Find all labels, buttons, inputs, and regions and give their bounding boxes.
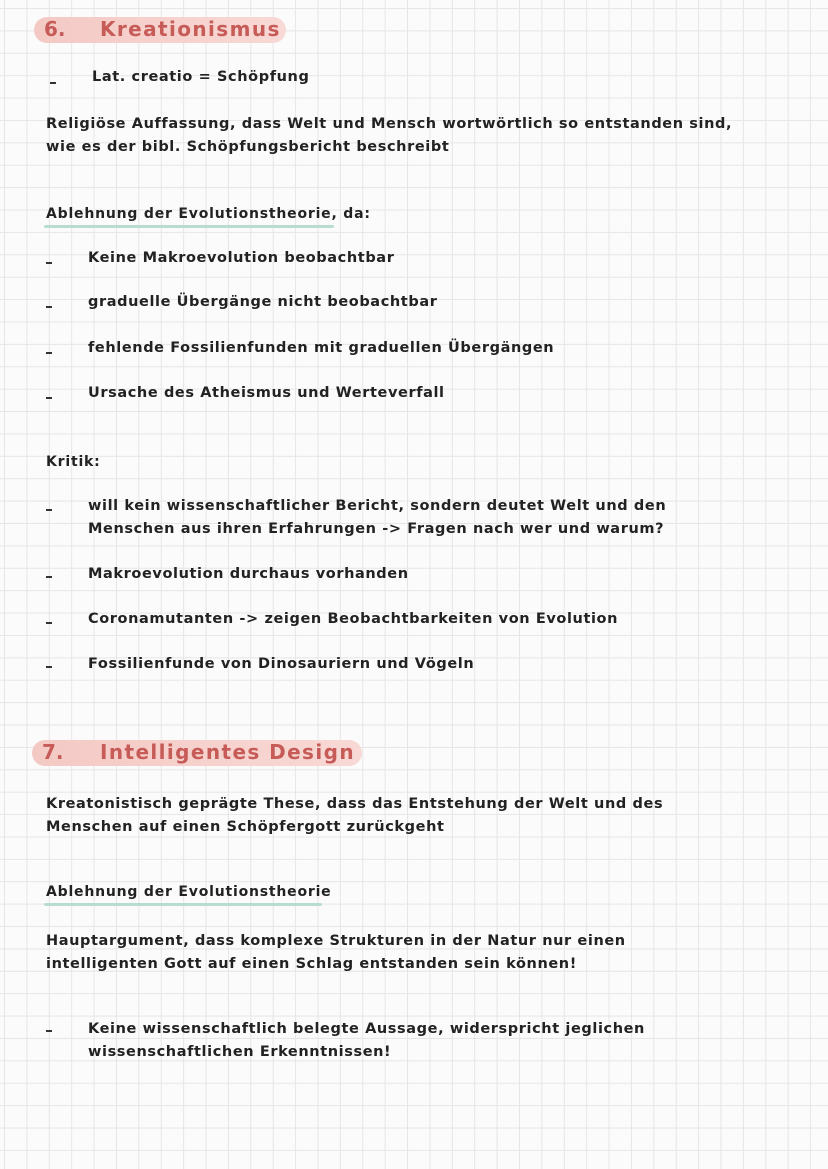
bullet-dash — [46, 306, 52, 308]
rejection-heading: Ablehnung der Evolutionstheorie, da: — [46, 206, 371, 222]
definition-line-1: Religiöse Auffassung, dass Welt und Mensch wortwörtlich so entstanden sind, — [46, 116, 733, 132]
critique-line: Menschen aus ihren Erfahrungen -> Fragen nach wer und warum? — [88, 521, 665, 537]
section-6-number: 6. — [44, 17, 66, 41]
definition-line-2: wie es der bibl. Schöpfungsbericht beschreibt — [46, 139, 450, 155]
argument-line-2: intelligenten Gott auf einen Schlag entstanden sein können! — [46, 956, 577, 972]
critique-line: Keine wissenschaftlich belegte Aussage, widerspricht jeglichen — [88, 1021, 645, 1037]
bullet-dash — [46, 509, 52, 511]
critique-item: Coronamutanten -> zeigen Beobachtbarkeiten von Evolution — [88, 611, 619, 627]
bullet-dash — [46, 622, 52, 624]
definition-line-2: Menschen auf einen Schöpfergott zurückgeht — [46, 819, 445, 835]
reason-item: fehlende Fossilienfunden mit graduellen Übergängen — [88, 340, 555, 356]
bullet-dash — [50, 82, 56, 84]
latin-origin: Lat. creatio = Schöpfung — [92, 69, 310, 85]
bullet-dash — [46, 666, 52, 668]
bullet-dash — [46, 576, 52, 578]
reason-item: Keine Makroevolution beobachtbar — [88, 250, 395, 266]
definition-line-1: Kreatonistisch geprägte These, dass das Entstehung der Welt und des — [46, 796, 664, 812]
bullet-dash — [46, 1030, 52, 1032]
section-7-number: 7. — [42, 740, 64, 764]
critique-line: wissenschaftlichen Erkenntnissen! — [88, 1044, 392, 1060]
bullet-dash — [46, 262, 52, 264]
reason-item: graduelle Übergänge nicht beobachtbar — [88, 294, 438, 310]
critique-heading: Kritik: — [46, 454, 101, 470]
rejection-heading: Ablehnung der Evolutionstheorie — [46, 884, 332, 900]
green-underline — [44, 903, 322, 906]
critique-item: Makroevolution durchaus vorhanden — [88, 566, 409, 582]
argument-line-1: Hauptargument, dass komplexe Strukturen in der Natur nur einen — [46, 933, 626, 949]
green-underline — [44, 225, 334, 228]
section-6-title: Kreationismus — [100, 17, 281, 41]
section-7-title: Intelligentes Design — [100, 740, 355, 764]
reason-item: Ursache des Atheismus und Werteverfall — [88, 385, 445, 401]
bullet-dash — [46, 397, 52, 399]
critique-item: Fossilienfunde von Dinosauriern und Vögeln — [88, 656, 475, 672]
critique-line: will kein wissenschaftlicher Bericht, sondern deutet Welt und den — [88, 498, 667, 514]
bullet-dash — [46, 352, 52, 354]
